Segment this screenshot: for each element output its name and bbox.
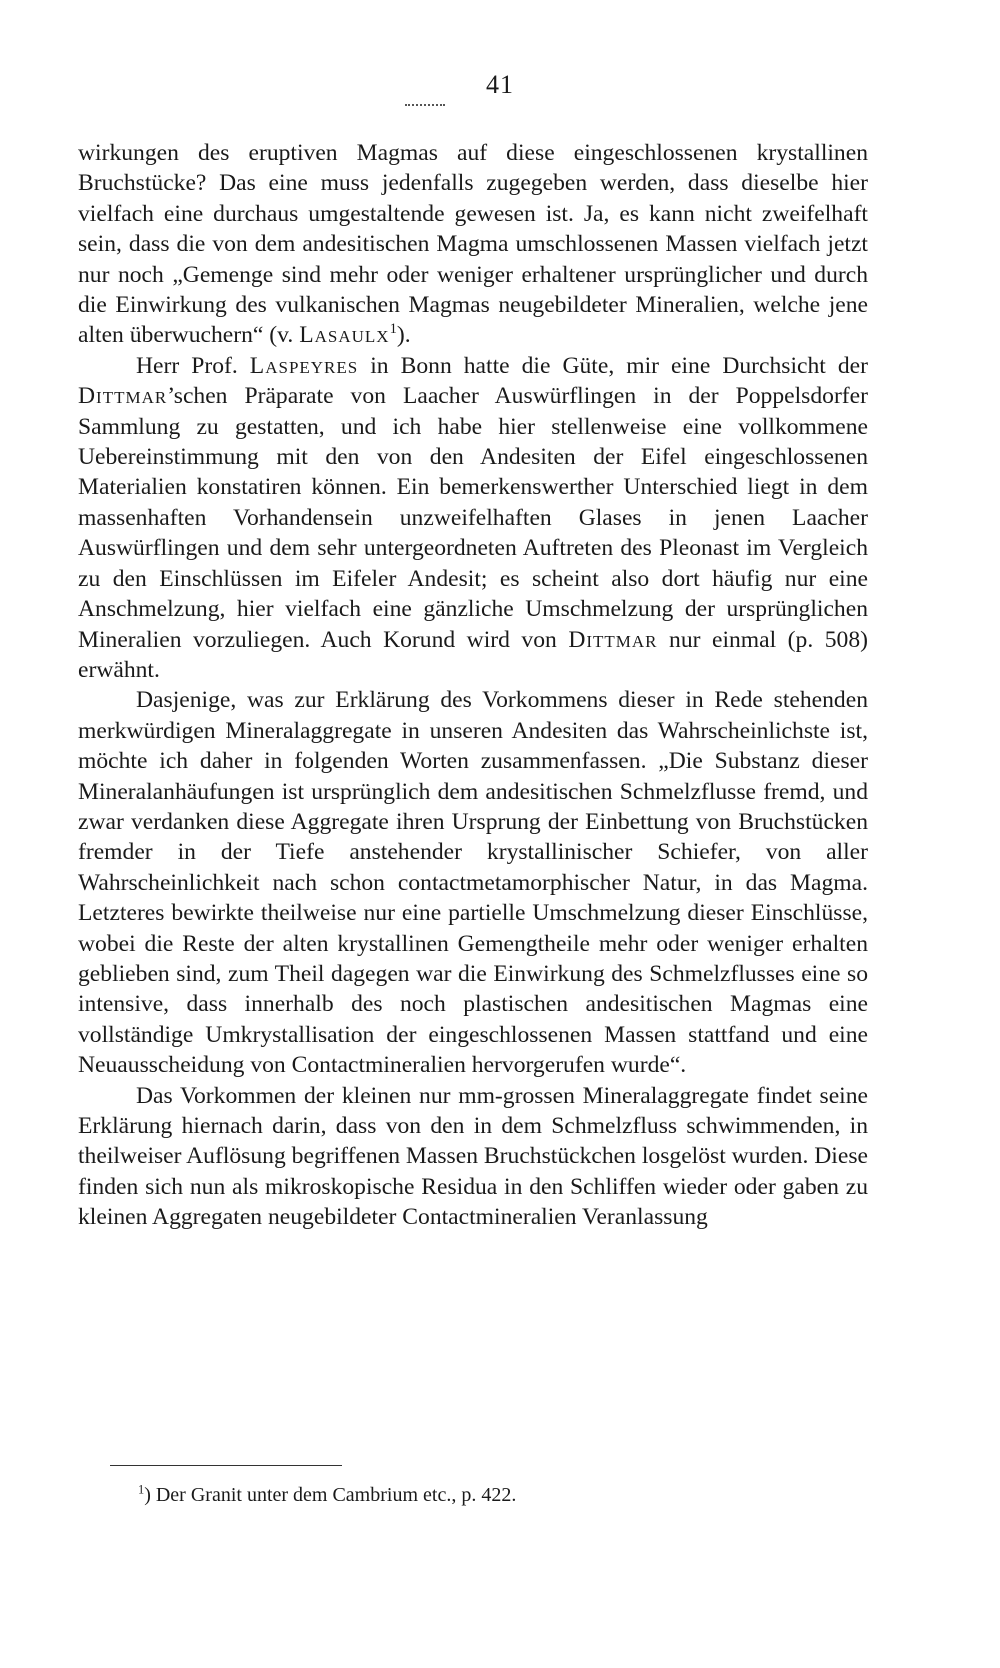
body-text: [78, 138, 868, 1233]
page-number-ornament: [405, 104, 445, 106]
text-run: in Bonn hatte die Güte, mir eine Durchsicht der: [358, 352, 868, 379]
page-number: 41: [486, 70, 514, 99]
text-run: Herr Prof.: [136, 352, 250, 379]
footnote-marker: 1: [138, 1482, 145, 1497]
paragraph-2: [78, 351, 868, 685]
footnote-ref: 1: [389, 321, 397, 338]
paragraph-1: [78, 138, 868, 351]
text-run: nur einmal (p. 508) erwähnt.: [78, 626, 868, 683]
paragraph-4: [78, 1081, 868, 1233]
footnote: [138, 1482, 838, 1508]
text-run: Dasjenige, was zur Erklärung des Vorkommens dieser in Rede stehenden merkwürdigen Mineralaggregate in unseren Andesiten das Wahrscheinlichste ist, möchte ich daher in folgenden Worten zusammenfassen. „Die Substanz dieser Mineralanhäufungen ist ursprünglich dem andesitischen Schmelzflusse fremd, und zwar verdanken diese Aggregate ihren Ursprung der Einbettung von Bruchstücken fremder in der Tiefe anstehender krystallinischer Schiefer, von aller Wahrscheinlichkeit nach schon contactmetamorphischer Natur, in das Magma. Letzteres bewirkte theilweise nur eine partielle Umschmelzung dieser Einschlüsse, wobei die Reste der alten krystallinen Gemengtheile mehr oder weniger erhalten geblieben sind, zum Theil dagegen war die Einwirkung des Schmelzflusses eine so intensive, dass innerhalb des noch plastischen andesitischen Magmas eine vollständige Umkrystallisation der eingeschlossenen Massen stattfand und eine Neuausscheidung von Contactmineralien hervorgerufen wurde“.: [78, 687, 868, 1079]
author-name: Lasaulx: [299, 322, 390, 349]
paragraph-3: [78, 685, 868, 1080]
text-run: wirkungen des eruptiven Magmas auf diese eingeschlossenen krystallinen Bruchstücke? Das eine muss jedenfalls zugegeben werden, dass dieselbe hier vielfach eine durchaus umgestaltende gewesen ist. Ja, es kann nicht zweifelhaft sein, dass die von dem andesitischen Magma umschlossenen Massen vielfach jetzt nur noch „Gemenge sind mehr oder weniger erhaltener ursprünglicher und durch die Einwirkung des vulkanischen Magmas neugebildeter Mineralien, welche jene alten überwuchern“ (v.: [78, 140, 868, 349]
text-run: ’schen Präparate von Laacher Auswürflingen in der Poppelsdorfer Sammlung zu gestatten, und ich habe hier stellenweise eine vollkommene Uebereinstimmung mit den von den Andesiten der Eifel eingeschlossenen Materialien konstatiren können. Ein bemerkenswerther Unterschied liegt in dem massenhaften Vorhandensein unzweifelhaften Glases in jenen Laacher Auswürflingen und dem sehr untergeordneten Auftreten des Pleonast im Vergleich zu den Einschlüssen im Eifeler Andesit; es scheint also dort häufig nur eine Anschmelzung, hier vielfach eine gänzliche Umschmelzung der ursprünglichen Mineralien vorzuliegen. Auch Korund wird von: [78, 383, 868, 653]
author-name: Laspeyres: [249, 352, 359, 379]
author-name: Dittmar: [568, 626, 658, 653]
text-run: ).: [396, 322, 411, 349]
author-name: Dittmar: [78, 383, 168, 410]
footnote-text: ) Der Granit unter dem Cambrium etc., p. 422.: [144, 1484, 517, 1506]
text-run: Das Vorkommen der kleinen nur mm-grossen Mineralaggregate findet seine Erklärung hiernach darin, dass von den in dem Schmelzfluss schwimmenden, in theilweiser Auflösung begriffenen Massen Bruchstückchen losgelöst wurden. Diese finden sich nun als mikroskopische Residua in den Schliffen wieder oder gaben zu kleinen Aggregaten neugebildeter Contactmineralien Veranlassung: [78, 1082, 868, 1231]
footnote-divider: [110, 1465, 342, 1466]
